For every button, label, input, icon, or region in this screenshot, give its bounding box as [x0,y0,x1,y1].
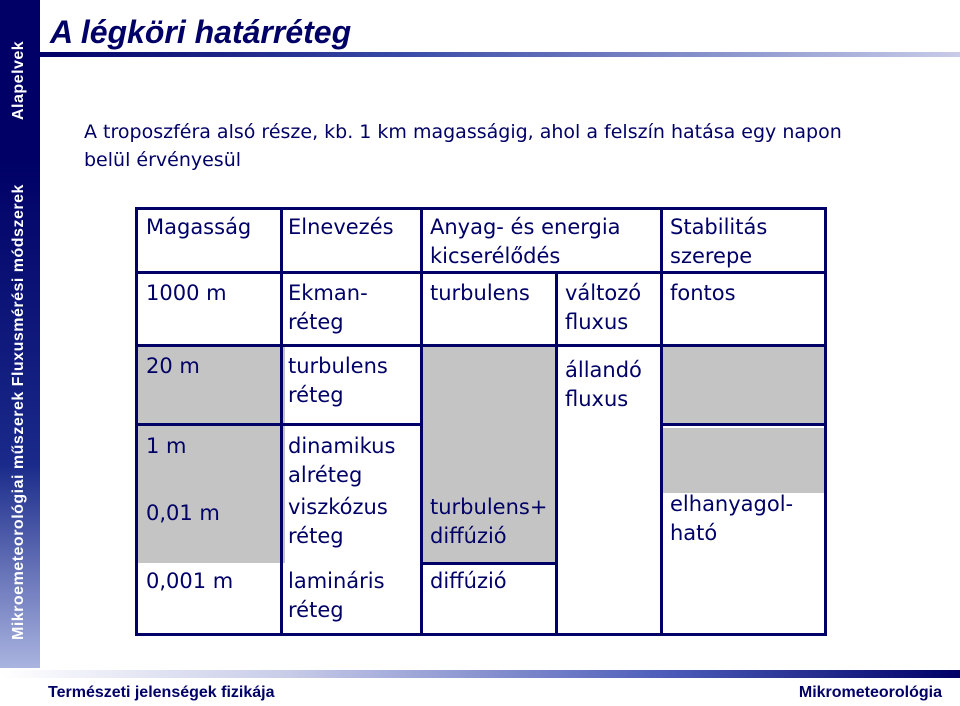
col-divider-3 [555,271,558,636]
height-20m: 20 m [146,354,200,378]
footer-course: Természeti jelenségek fizikája [48,684,275,701]
row-divider-4 [420,562,555,565]
row-divider-2a [135,423,420,426]
layer-ekman: Ekman-réteg [288,281,368,334]
height-001m: 0,01 m [146,501,220,525]
row-divider-1 [135,344,827,347]
flux-constant: állandó fluxus [565,358,642,411]
layer-table [135,207,827,636]
section-label-top: Alapelvek [10,40,27,120]
slide-title: A légköri határréteg [50,14,352,50]
stability-negligible: elhanyagol-ható [670,492,794,545]
stability-important: fontos [670,281,736,305]
header-name: Elnevezés [288,215,394,239]
col-divider-1 [280,207,283,636]
col-divider-4 [660,207,663,636]
table-border-top [135,207,827,210]
layer-turbulent: turbulens réteg [288,354,388,407]
row-divider-2b [660,423,827,426]
layer-dynamic: dinamikus alréteg [288,434,396,487]
exchange-diffusion: diffúzió [430,569,507,593]
intro-text: A troposzféra alsó része, kb. 1 km magasságig, ahol a felszín hatása egy napon belül érvényesül [84,121,842,171]
col-divider-2 [420,207,423,636]
header-height: Magasság [146,215,252,239]
height-1m: 1 m [146,434,187,458]
exchange-turbulent-diffusion: turbulens+ diffúzió [430,495,548,548]
flux-variable: változó fluxus [565,281,642,334]
layer-laminar: lamináris réteg [288,569,385,622]
table-border-bottom [135,633,827,636]
shade-stability-upper [660,347,827,423]
header-exchange: Anyag- és energia kicserélődés [430,215,621,268]
side-band [0,0,40,706]
shade-stability-lower [660,428,827,493]
title-rule [40,52,960,57]
height-0001m: 0,001 m [146,569,234,593]
row-divider-header [135,271,827,274]
footer-subject: Mikrometeorológia [798,684,942,701]
header-stability: Stabilitás szerepe [670,215,768,268]
section-label-bottom: Mikroemeteorológiai műszerek Fluxusmérési módszerek [10,184,27,640]
exchange-turbulent: turbulens [430,281,530,305]
layer-viscous: viszkózus réteg [288,495,388,548]
height-1000m: 1000 m [146,281,227,305]
footer-rule [0,670,960,678]
